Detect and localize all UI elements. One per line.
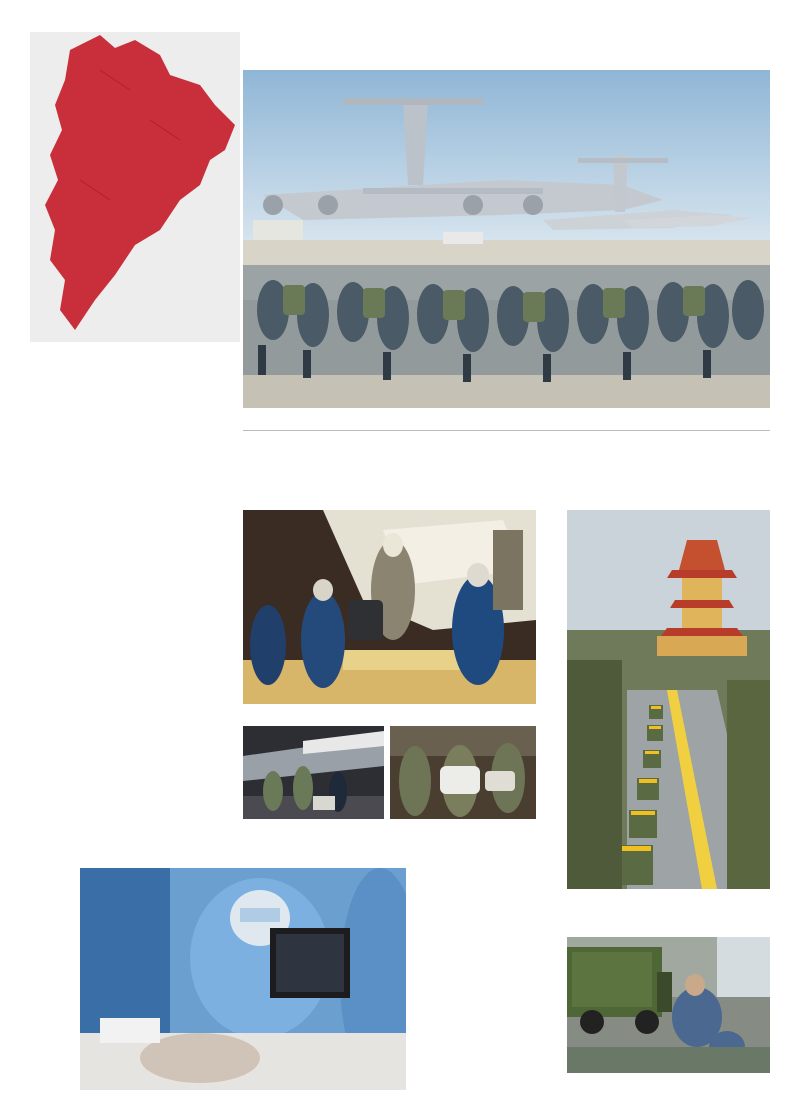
header-date [560, 45, 564, 53]
hubei-map-shape [40, 30, 240, 340]
photo-truck [567, 937, 770, 1073]
divider-line [243, 430, 770, 431]
photo-tower [567, 510, 770, 889]
photo-boxes [390, 726, 536, 819]
photo-train-caption [258, 822, 392, 850]
photo-unloading-caption [243, 706, 533, 724]
sidebar-body-text [120, 352, 232, 832]
top-photo [243, 70, 770, 408]
header-editors [540, 54, 544, 62]
photo-icu [80, 868, 406, 1090]
photo-train [243, 726, 384, 819]
photo-boxes-caption [454, 822, 538, 858]
photo-unloading [243, 510, 536, 704]
photo-truck-caption [452, 1030, 544, 1066]
photo-icu-caption [452, 960, 544, 988]
photo-tower-caption [567, 892, 770, 920]
